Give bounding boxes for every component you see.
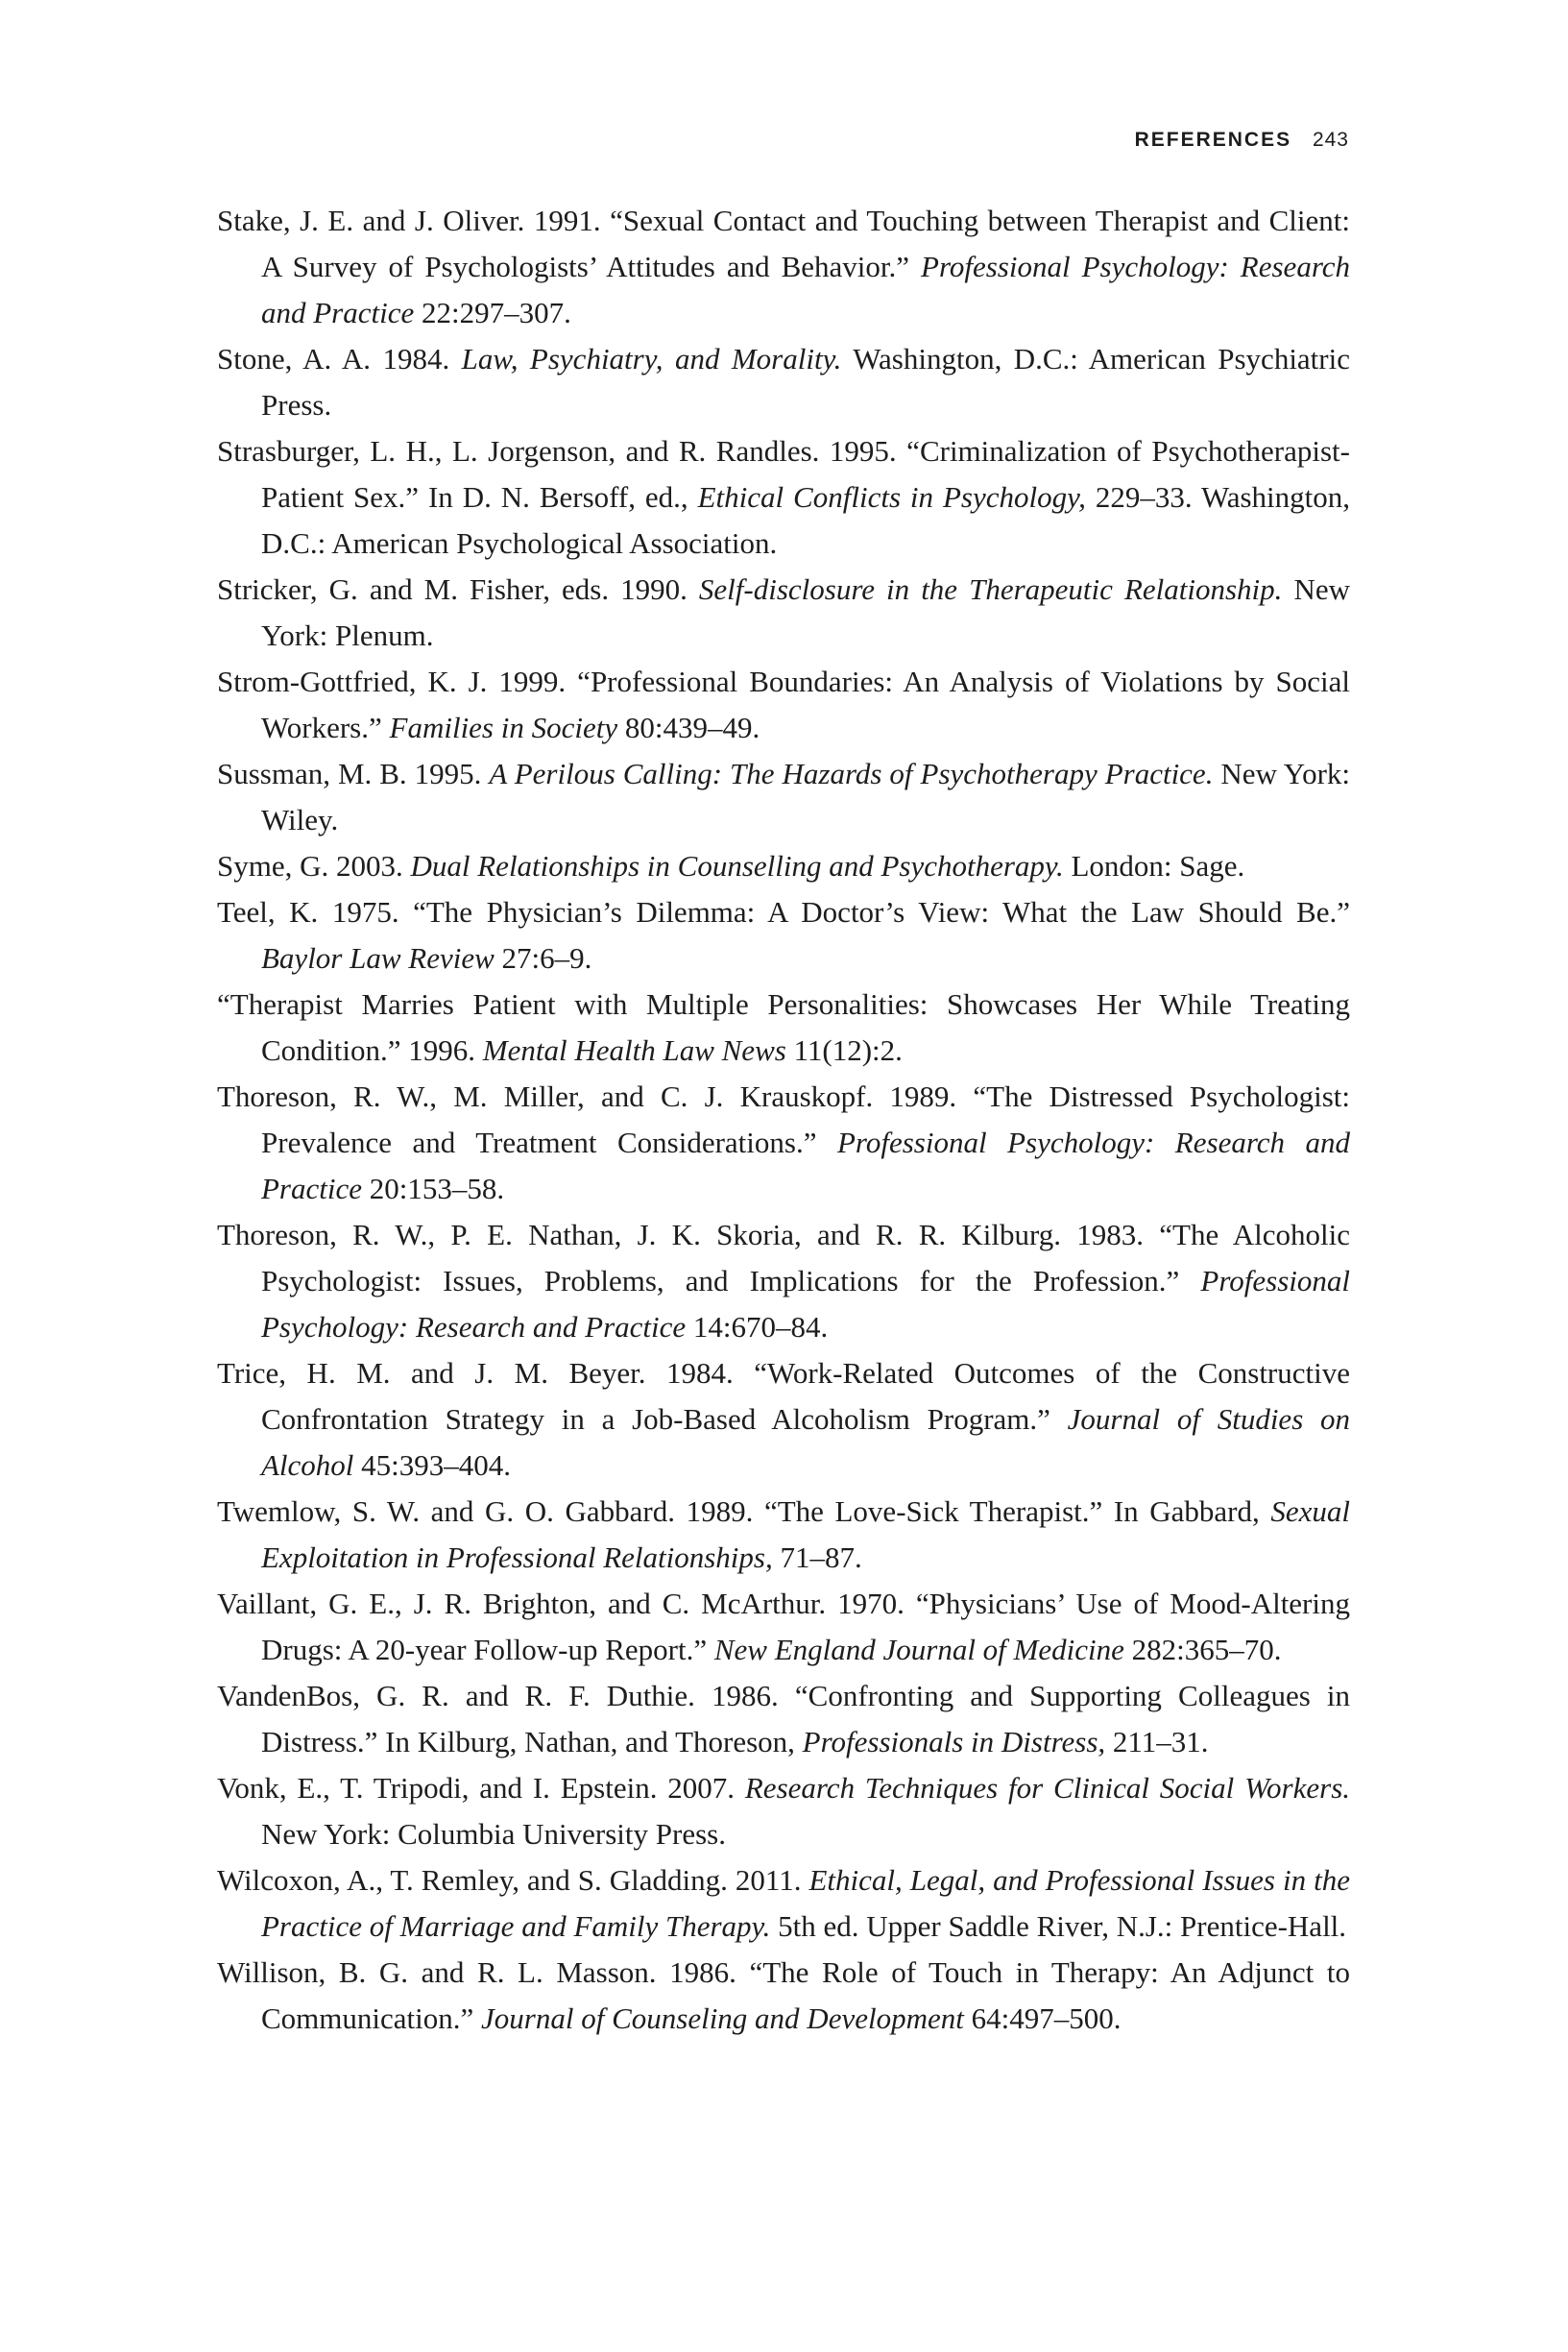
reference-text: 5th ed. Upper Saddle River, N.J.: Prentice-Hall. [770,1909,1347,1943]
reference-italic: Ethical Conflicts in Psychology, [697,480,1086,514]
reference-entry [217,198,1350,336]
reference-italic: Professional Psychology: Research and Practice [261,1264,1350,1344]
reference-text: Stake, J. E. and J. Oliver. 1991. “Sexual Contact and Touching between Therapist and Client: A Survey of Psychologists’ Attitudes and Behavior.” [217,204,1350,283]
reference-text: Thoreson, R. W., P. E. Nathan, J. K. Skoria, and R. R. Kilburg. 1983. “The Alcoholic Psychologist: Issues, Problems, and Implications for the Profession.” [217,1218,1350,1297]
reference-italic: Families in Society [389,711,618,744]
reference-text: Twemlow, S. W. and G. O. Gabbard. 1989. “The Love-Sick Therapist.” In Gabbard, [217,1494,1271,1528]
reference-text: Vaillant, G. E., J. R. Brighton, and C. McArthur. 1970. “Physicians’ Use of Mood-Altering Drugs: A 20-year Follow-up Report.” [217,1587,1350,1666]
reference-entry [217,336,1350,428]
reference-list [217,198,1350,2042]
reference-italic: Research Techniques for Clinical Social Workers. [744,1771,1351,1805]
reference-italic: New England Journal of Medicine [713,1633,1124,1666]
reference-entry [217,751,1350,843]
reference-text: VandenBos, G. R. and R. F. Duthie. 1986. “Confronting and Supporting Colleagues in Distress.” In Kilburg, Nathan, and Thoreson, [217,1679,1350,1758]
reference-entry [217,1857,1350,1950]
reference-italic: Professional Psychology: Research and Practice [261,250,1350,329]
reference-text: 22:297–307. [414,296,571,329]
page-number: 243 [1312,129,1349,151]
running-head [1135,129,1349,152]
reference-text: Strasburger, L. H., L. Jorgenson, and R. Randles. 1995. “Criminalization of Psychotherapist-Patient Sex.” In D. N. Bersoff, ed., [217,434,1350,514]
reference-text: Vonk, E., T. Tripodi, and I. Epstein. 2007. [217,1771,745,1805]
reference-text: Willison, B. G. and R. L. Masson. 1986. “The Role of Touch in Therapy: An Adjunct to Communication.” [217,1955,1350,2035]
reference-italic: Journal of Studies on Alcohol [261,1402,1350,1482]
reference-text: 71–87. [772,1540,862,1574]
reference-italic: Professional Psychology: Research and Practice [261,1126,1351,1205]
reference-entry [217,1673,1350,1765]
reference-text: 27:6–9. [494,941,592,975]
reference-text: New York: Plenum. [261,572,1350,652]
reference-entry [217,889,1350,982]
reference-entry [217,1950,1350,2042]
reference-italic: Professionals in Distress, [802,1725,1106,1758]
reference-text: 45:393–404. [353,1448,512,1482]
reference-text: 20:153–58. [362,1172,505,1205]
reference-text: Strom-Gottfried, K. J. 1999. “Professional Boundaries: An Analysis of Violations by Social Workers.” [217,665,1350,744]
reference-entry [217,567,1350,659]
reference-text: Stricker, G. and M. Fisher, eds. 1990. [217,572,699,606]
section-title: REFERENCES [1134,129,1292,151]
reference-text: 211–31. [1105,1725,1209,1758]
reference-text: Teel, K. 1975. “The Physician’s Dilemma: A Doctor’s View: What the Law Should Be.” [217,895,1350,929]
reference-text: 64:497–500. [963,2001,1122,2035]
reference-italic: Mental Health Law News [482,1033,786,1067]
reference-text: Thoreson, R. W., M. Miller, and C. J. Krauskopf. 1989. “The Distressed Psychologist: Prevalence and Treatment Considerations.” [217,1079,1350,1159]
reference-text: New York: Wiley. [261,757,1350,837]
reference-entry [217,1581,1350,1673]
reference-italic: Ethical, Legal, and Professional Issues in the Practice of Marriage and Family Therapy. [261,1863,1351,1943]
reference-text: Sussman, M. B. 1995. [217,757,490,790]
reference-italic: Law, Psychiatry, and Morality. [461,342,842,376]
reference-entry [217,982,1350,1074]
reference-text: Syme, G. 2003. [217,849,411,883]
reference-text: Stone, A. A. 1984. [217,342,462,376]
reference-text: 80:439–49. [617,711,760,744]
reference-entry [217,1074,1350,1212]
reference-italic: Sexual Exploitation in Professional Relationships, [261,1494,1350,1574]
reference-italic: Baylor Law Review [261,941,495,975]
reference-entry [217,1489,1350,1581]
reference-italic: Dual Relationships in Counselling and Psychotherapy. [410,849,1064,883]
reference-text: 11(12):2. [785,1033,903,1067]
reference-entry [217,1765,1350,1857]
reference-entry [217,1350,1350,1489]
reference-text: London: Sage. [1063,849,1245,883]
reference-italic: A Perilous Calling: The Hazards of Psychotherapy Practice. [489,757,1214,790]
reference-text: New York: Columbia University Press. [261,1817,726,1851]
reference-text: Trice, H. M. and J. M. Beyer. 1984. “Work-Related Outcomes of the Constructive Confrontation Strategy in a Job-Based Alcoholism Program.” [217,1356,1350,1436]
reference-entry [217,659,1350,751]
reference-text: “Therapist Marries Patient with Multiple Personalities: Showcases Her While Treating Condition.” 1996. [217,987,1350,1067]
reference-italic: Journal of Counseling and Development [481,2001,964,2035]
reference-text: 14:670–84. [686,1310,829,1344]
reference-text: 229–33. Washington, D.C.: American Psychological Association. [261,480,1351,560]
reference-text: Wilcoxon, A., T. Remley, and S. Gladding. 2011. [217,1863,809,1897]
reference-entry [217,1212,1350,1350]
reference-text: 282:365–70. [1123,1633,1282,1666]
reference-entry [217,843,1350,889]
reference-italic: Self-disclosure in the Therapeutic Relationship. [698,572,1283,606]
reference-text: Washington, D.C.: American Psychiatric Press. [261,342,1350,422]
reference-entry [217,428,1350,567]
